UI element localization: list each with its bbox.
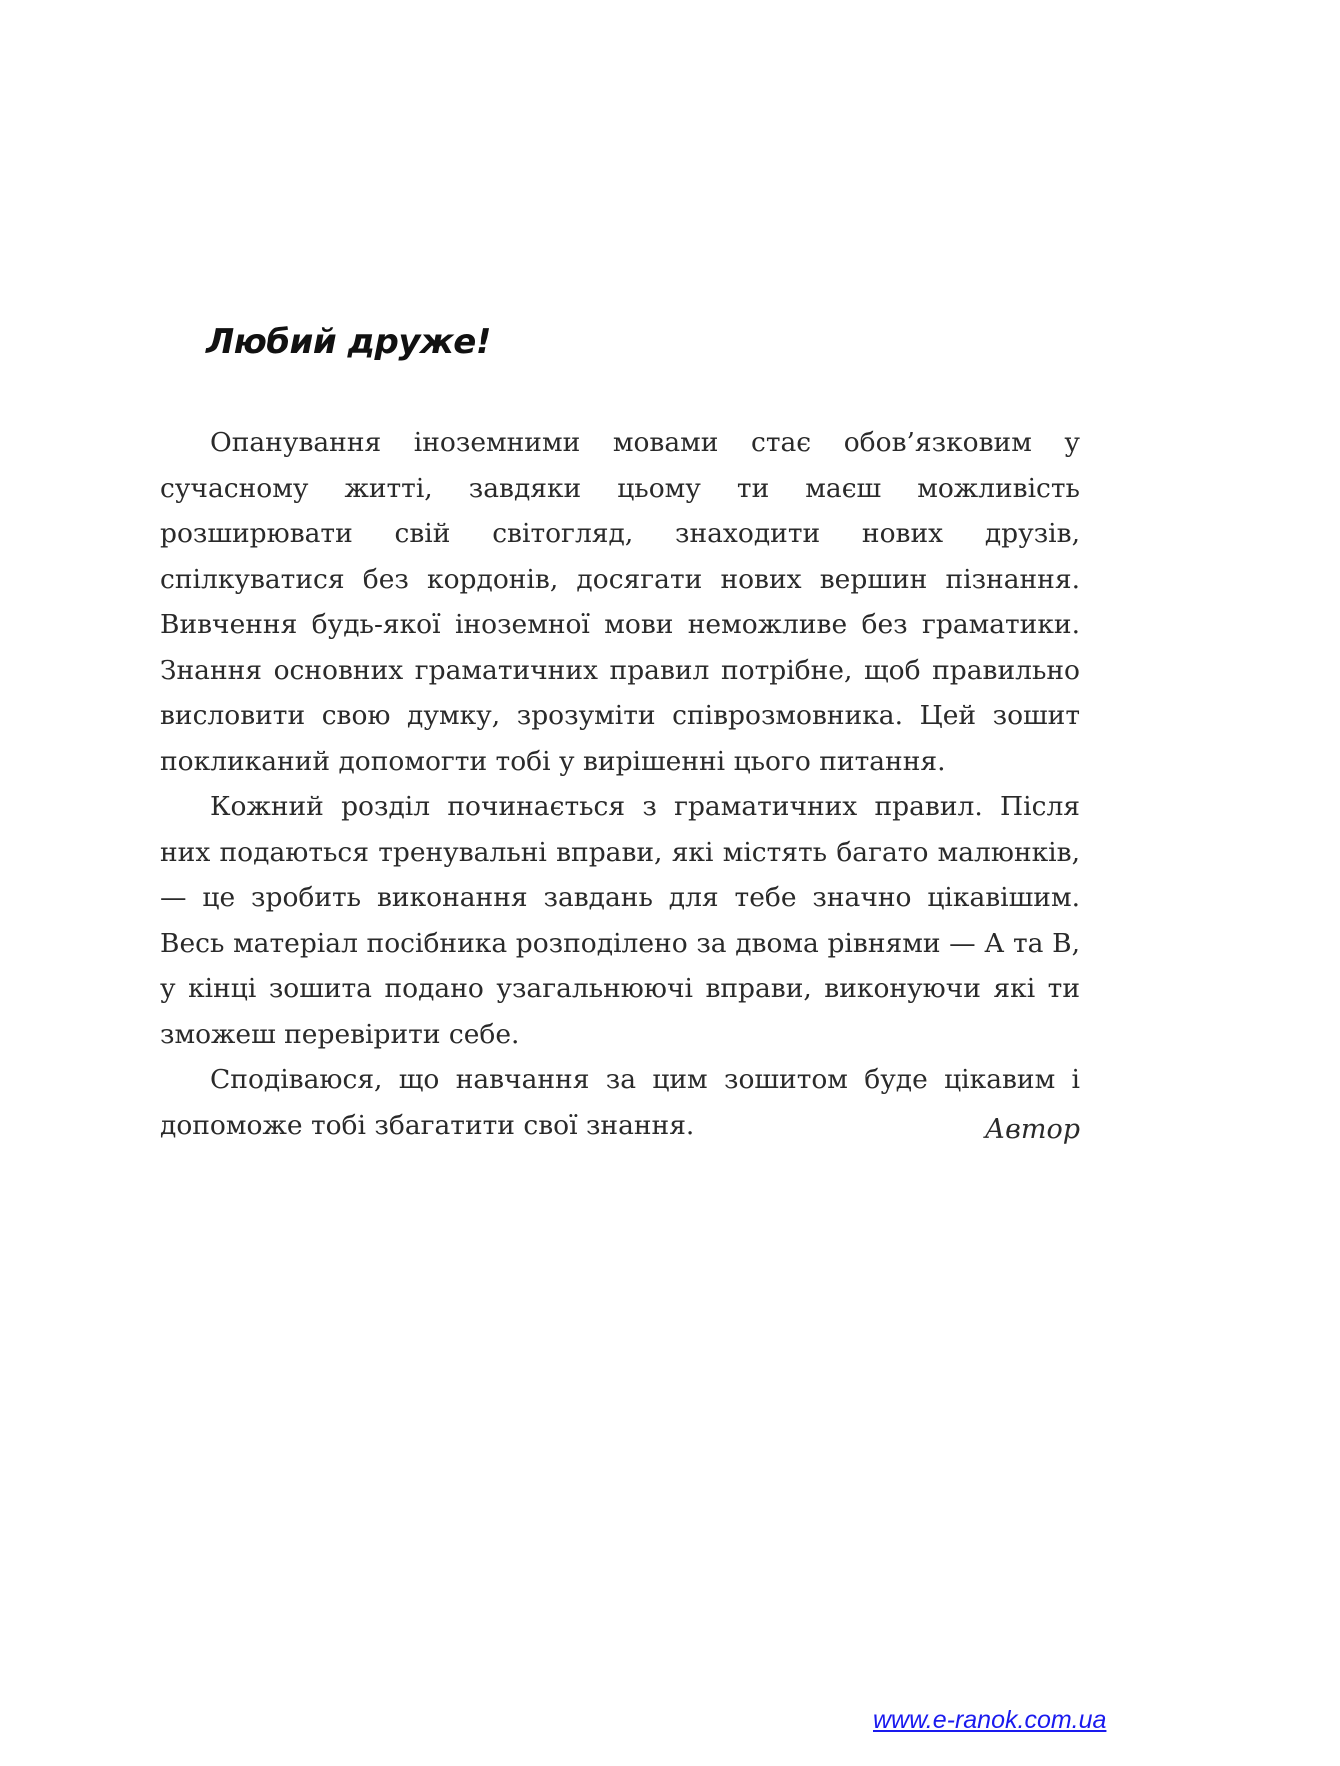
author-signature: Автор bbox=[984, 1114, 1080, 1145]
body-text bbox=[160, 420, 1080, 1148]
website-link[interactable]: www.e-ranok.com.ua bbox=[873, 1706, 1107, 1734]
page-heading: Любий друже! bbox=[206, 322, 491, 362]
paragraph: Кожний розділ починається з граматичних правил. Після них подаються тренувальні вправи, які містять багато малюнків,— це зробить виконання завдань для тебе значно цікавішим. Весь матеріал посібника розподілено за двома рівнями — А та В, у кінці зошита подано узагальнюючі вправи, виконуючи які ти зможеш перевірити себе. bbox=[160, 791, 1080, 1050]
paragraph: Сподіваюся, що навчання за цим зошитом буде цікавим і допоможе тобі збагатити свої знання. bbox=[160, 1064, 1080, 1141]
paragraph: Опанування іноземними мовами стає обов’язковим у сучасному житті, завдяки цьому ти маєш можливість розширювати свій світогляд, знаходити нових друзів, спілкуватися без кордонів, досягати нових вершин пізнання. Вивчення будь-якої іноземної мови неможливе без граматики. Знання основних граматичних правил потрібне, щоб правильно висловити свою думку, зрозуміти співрозмовника. Цей зошит покликаний допомогти тобі у вирішенні цього питання. bbox=[160, 427, 1080, 777]
